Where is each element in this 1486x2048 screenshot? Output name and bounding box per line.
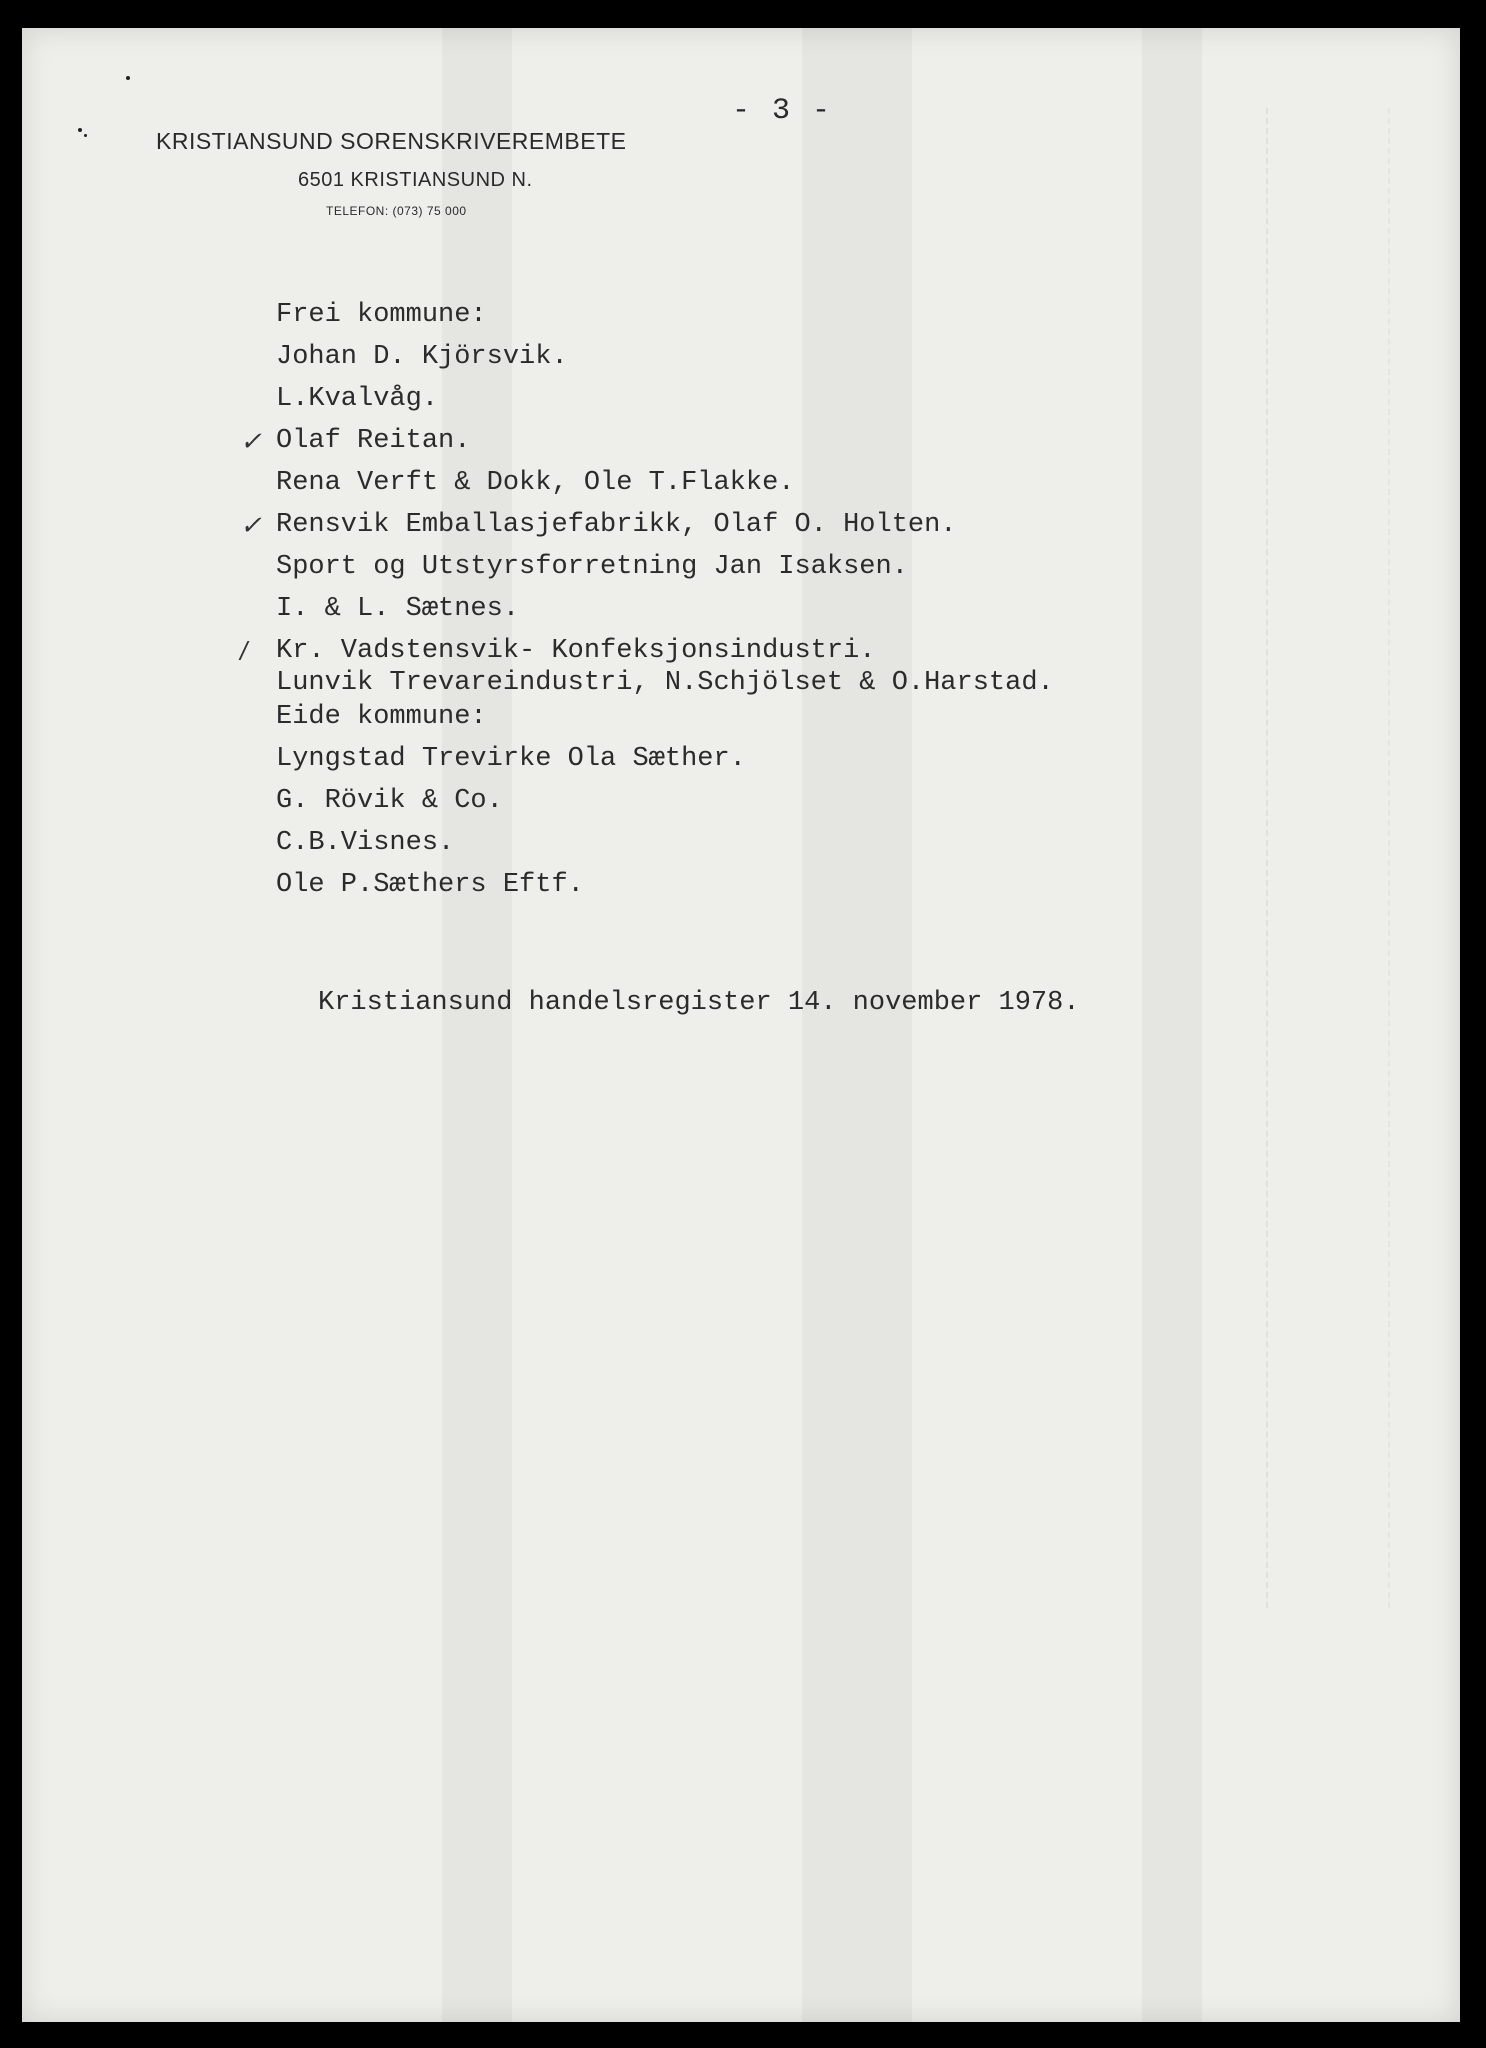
list-item (240, 426, 471, 456)
entry-text: L.Kvalvåg. (276, 384, 439, 414)
faint-stamp-shadow (1266, 108, 1390, 1608)
list-item (276, 552, 908, 582)
list-item (276, 594, 519, 624)
entry-text: Frei kommune: (276, 300, 487, 330)
entry-text: Rena Verft & Dokk, Ole T.Flakke. (276, 468, 795, 498)
list-item (276, 384, 438, 414)
list-item (240, 636, 876, 666)
document-page (22, 28, 1460, 2022)
list-item (276, 668, 1054, 698)
list-item (276, 468, 794, 498)
ink-speck (84, 134, 87, 137)
letterhead-phone: TELEFON: (073) 75 000 (326, 204, 467, 218)
entry-text: Lyngstad Trevirke Ola Sæther. (276, 744, 746, 774)
entry-text: Sport og Utstyrsforretning Jan Isaksen. (276, 552, 908, 582)
check-mark: ✓ (240, 510, 262, 540)
ink-speck (78, 128, 82, 132)
ink-speck (126, 76, 130, 80)
entry-text: Rensvik Emballasjefabrikk, Olaf O. Holten. (276, 510, 957, 540)
entry-text: Ole P.Sæthers Eftf. (276, 870, 584, 900)
list-item (276, 870, 584, 900)
list-item (276, 342, 568, 372)
list-item (276, 786, 503, 816)
letterhead-address: 6501 KRISTIANSUND N. (298, 169, 533, 191)
letterhead (156, 128, 776, 218)
list-item (276, 744, 746, 774)
list-item (240, 510, 957, 540)
list-item (276, 702, 487, 732)
copy-streak (1142, 28, 1202, 2022)
list-item (276, 300, 487, 330)
check-mark: ✓ (240, 426, 262, 456)
entry-text: G. Rövik & Co. (276, 786, 503, 816)
check-mark: / (240, 636, 248, 666)
page-number: - 3 - (732, 94, 833, 128)
entry-text: Johan D. Kjörsvik. (276, 342, 568, 372)
entry-text: Lunvik Trevareindustri, N.Schjölset & O.Harstad. (276, 668, 1054, 698)
entry-text: I. & L. Sætnes. (276, 594, 520, 624)
entry-text: C.B.Visnes. (276, 828, 455, 858)
copy-streak (802, 28, 912, 2022)
letterhead-office: KRISTIANSUND SORENSKRIVEREMBETE (156, 128, 627, 154)
entry-text: Kr. Vadstensvik- Konfeksjonsindustri. (276, 636, 876, 666)
entry-text: Eide kommune: (276, 702, 487, 732)
list-item (276, 828, 454, 858)
closing-line: Kristiansund handelsregister 14. november 1978. (318, 988, 1080, 1018)
entry-text: Olaf Reitan. (276, 426, 471, 456)
